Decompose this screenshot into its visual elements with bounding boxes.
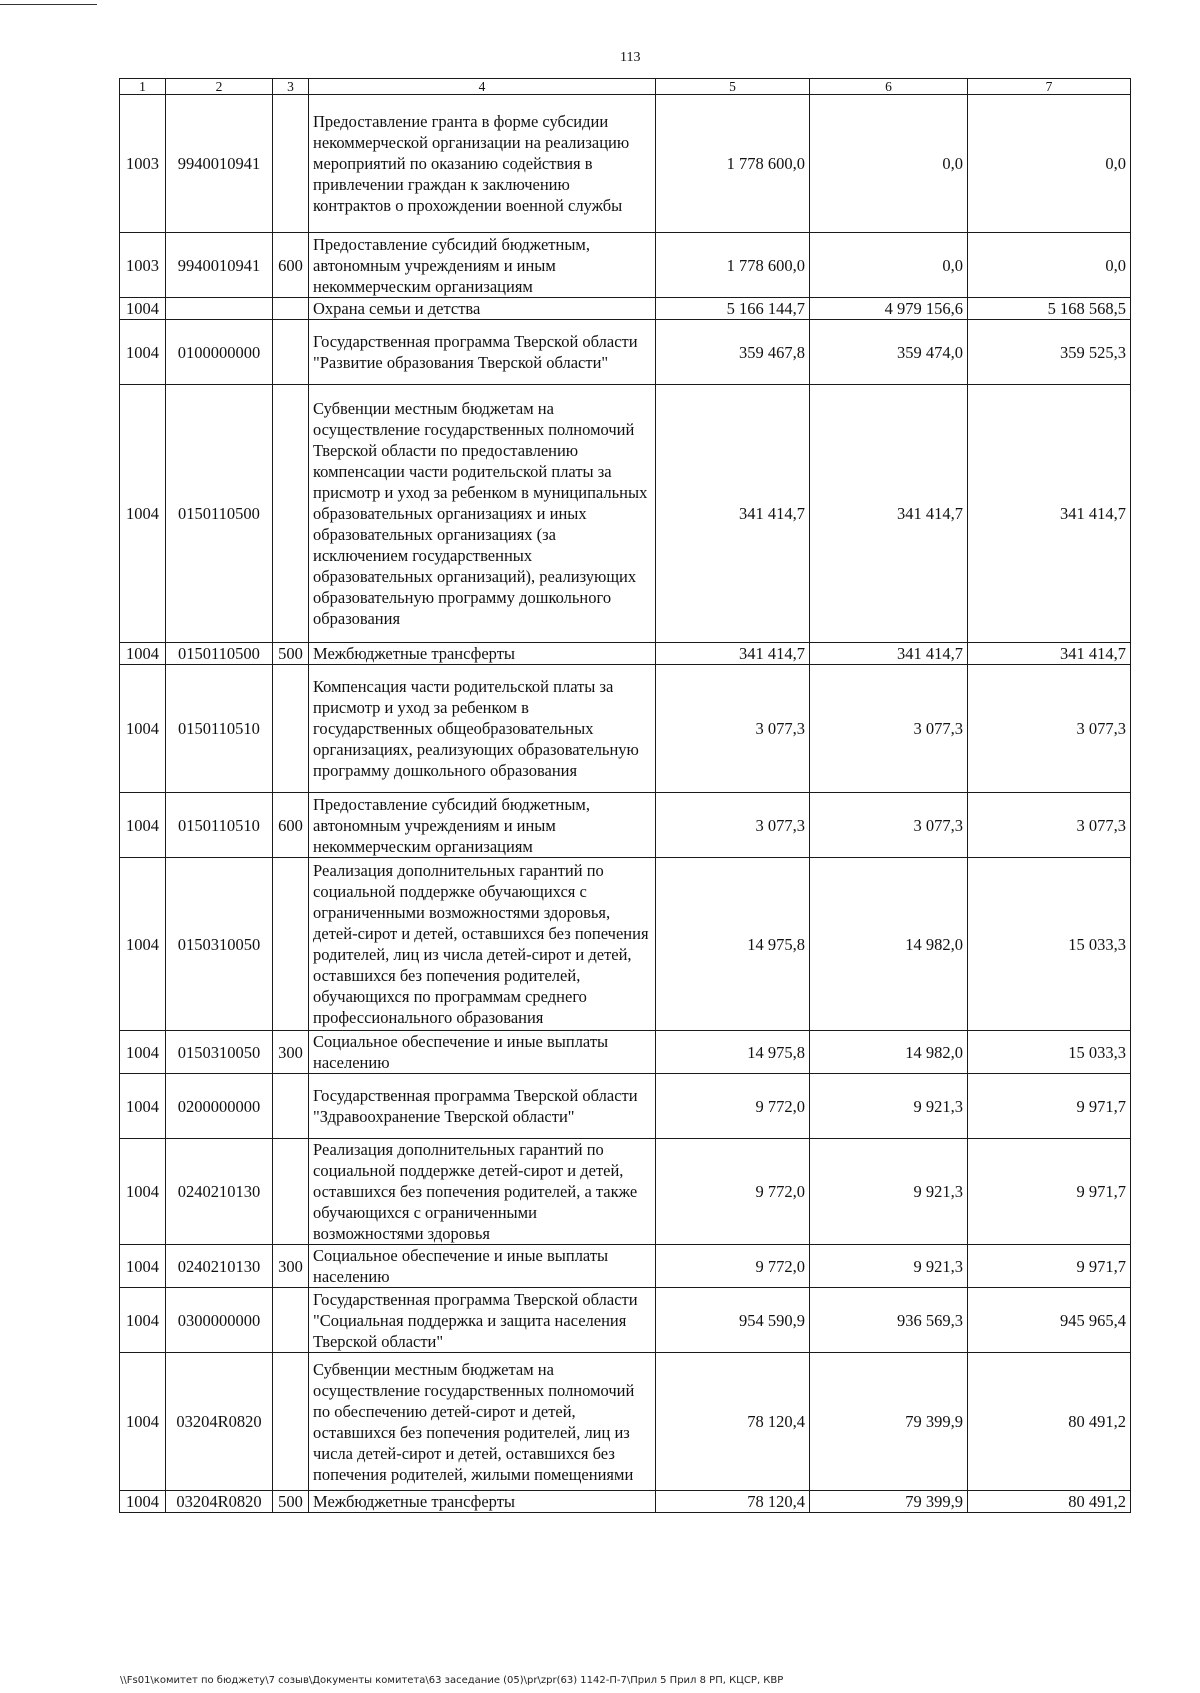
amount-col-7: 15 033,3 [968, 858, 1131, 1031]
amount-col-6: 79 399,9 [810, 1353, 968, 1491]
amount-col-6: 341 414,7 [810, 643, 968, 665]
header-cell: 1 [120, 79, 166, 95]
item-name: Реализация дополнительных гарантий по социальной поддержке обучающихся с ограниченными возможностями здоровья, детей-сирот и детей, оставшихся без попечения родителей, лиц из числа детей-сирот и детей, оставшихся без попечения родителей, обучающихся по программам среднего профессионального образования [309, 858, 656, 1031]
table-row [120, 1288, 1131, 1353]
amount-col-5: 359 467,8 [656, 320, 810, 385]
table-row [120, 233, 1131, 298]
expense-type-code [273, 95, 309, 233]
amount-col-6: 9 921,3 [810, 1139, 968, 1245]
amount-col-5: 5 166 144,7 [656, 298, 810, 320]
expense-type-code [273, 298, 309, 320]
file-path-footer: \\Fs01\комитет по бюджету\7 созыв\Документы комитета\63 заседание (05)\pr\zpr(63) 1142-П-7\Прил 5 Прил 8 РП, КЦСР, КВР [120, 1675, 784, 1686]
expense-type-code [273, 1353, 309, 1491]
amount-col-7: 341 414,7 [968, 385, 1131, 643]
amount-col-6: 9 921,3 [810, 1245, 968, 1288]
table-row [120, 643, 1131, 665]
target-article-code: 0240210130 [166, 1245, 273, 1288]
table-row [120, 1031, 1131, 1074]
table-row [120, 1491, 1131, 1513]
item-name: Государственная программа Тверской области "Здравоохранение Тверской области" [309, 1074, 656, 1139]
target-article-code: 9940010941 [166, 233, 273, 298]
expense-type-code: 500 [273, 1491, 309, 1513]
item-name: Предоставление субсидий бюджетным, автономным учреждениям и иным некоммерческим организациям [309, 793, 656, 858]
section-code: 1004 [120, 298, 166, 320]
amount-col-5: 341 414,7 [656, 385, 810, 643]
expense-type-code [273, 858, 309, 1031]
item-name: Реализация дополнительных гарантий по социальной поддержке детей-сирот и детей, оставшихся без попечения родителей, а также обучающихся с ограниченными возможностями здоровья [309, 1139, 656, 1245]
item-name: Субвенции местным бюджетам на осуществление государственных полномочий по обеспечению детей-сирот и детей, оставшихся без попечения родителей, лиц из числа детей-сирот и детей, оставшихся без попечения родителей, жилыми помещениями [309, 1353, 656, 1491]
expense-type-code [273, 1139, 309, 1245]
item-name: Социальное обеспечение и иные выплаты населению [309, 1031, 656, 1074]
amount-col-6: 0,0 [810, 233, 968, 298]
item-name: Социальное обеспечение и иные выплаты населению [309, 1245, 656, 1288]
amount-col-5: 14 975,8 [656, 1031, 810, 1074]
amount-col-6: 14 982,0 [810, 858, 968, 1031]
item-name: Компенсация части родительской платы за присмотр и уход за ребенком в государственных общеобразовательных организациях, реализующих образовательную программу дошкольного образования [309, 665, 656, 793]
item-name: Предоставление субсидий бюджетным, автономным учреждениям и иным некоммерческим организациям [309, 233, 656, 298]
expense-type-code: 300 [273, 1031, 309, 1074]
amount-col-5: 1 778 600,0 [656, 233, 810, 298]
item-name: Предоставление гранта в форме субсидии некоммерческой организации на реализацию мероприятий по оказанию содействия в привлечении граждан к заключению контрактов о прохождении военной службы [309, 95, 656, 233]
target-article-code: 0100000000 [166, 320, 273, 385]
amount-col-5: 9 772,0 [656, 1245, 810, 1288]
budget-table [119, 78, 1131, 1513]
amount-col-5: 9 772,0 [656, 1139, 810, 1245]
section-code: 1004 [120, 320, 166, 385]
section-code: 1004 [120, 1245, 166, 1288]
target-article-code: 0240210130 [166, 1139, 273, 1245]
table-row [120, 793, 1131, 858]
table-row [120, 858, 1131, 1031]
section-code: 1004 [120, 858, 166, 1031]
amount-col-6: 0,0 [810, 95, 968, 233]
header-cell: 6 [810, 79, 968, 95]
section-code: 1004 [120, 1288, 166, 1353]
amount-col-7: 15 033,3 [968, 1031, 1131, 1074]
table-row [120, 1245, 1131, 1288]
header-cell: 3 [273, 79, 309, 95]
amount-col-7: 3 077,3 [968, 665, 1131, 793]
section-code: 1003 [120, 233, 166, 298]
target-article-code [166, 298, 273, 320]
target-article-code: 03204R0820 [166, 1491, 273, 1513]
amount-col-7: 945 965,4 [968, 1288, 1131, 1353]
table-row [120, 298, 1131, 320]
item-name: Субвенции местным бюджетам на осуществление государственных полномочий Тверской области по предоставлению компенсации части родительской платы за присмотр и уход за ребенком в муниципальных образовательных организациях и иных образовательных организациях (за исключением государственных образовательных организаций), реализующих образовательную программу дошкольного образования [309, 385, 656, 643]
amount-col-5: 954 590,9 [656, 1288, 810, 1353]
item-name: Охрана семьи и детства [309, 298, 656, 320]
amount-col-5: 78 120,4 [656, 1491, 810, 1513]
amount-col-5: 3 077,3 [656, 793, 810, 858]
expense-type-code [273, 385, 309, 643]
table-row [120, 1139, 1131, 1245]
target-article-code: 0150110500 [166, 385, 273, 643]
amount-col-5: 341 414,7 [656, 643, 810, 665]
amount-col-7: 0,0 [968, 233, 1131, 298]
target-article-code: 0150110510 [166, 793, 273, 858]
amount-col-6: 4 979 156,6 [810, 298, 968, 320]
header-cell: 2 [166, 79, 273, 95]
target-article-code: 0150310050 [166, 1031, 273, 1074]
target-article-code: 03204R0820 [166, 1353, 273, 1491]
amount-col-6: 936 569,3 [810, 1288, 968, 1353]
amount-col-7: 3 077,3 [968, 793, 1131, 858]
amount-col-6: 79 399,9 [810, 1491, 968, 1513]
section-code: 1003 [120, 95, 166, 233]
header-cell: 7 [968, 79, 1131, 95]
target-article-code: 0200000000 [166, 1074, 273, 1139]
expense-type-code: 300 [273, 1245, 309, 1288]
section-code: 1004 [120, 1031, 166, 1074]
table-row [120, 1353, 1131, 1491]
target-article-code: 9940010941 [166, 95, 273, 233]
expense-type-code [273, 320, 309, 385]
amount-col-5: 1 778 600,0 [656, 95, 810, 233]
target-article-code: 0150110500 [166, 643, 273, 665]
amount-col-5: 78 120,4 [656, 1353, 810, 1491]
top-rule [0, 4, 97, 5]
amount-col-7: 9 971,7 [968, 1074, 1131, 1139]
section-code: 1004 [120, 1491, 166, 1513]
item-name: Государственная программа Тверской области "Социальная поддержка и защита населения Тверской области" [309, 1288, 656, 1353]
target-article-code: 0300000000 [166, 1288, 273, 1353]
item-name: Межбюджетные трансферты [309, 643, 656, 665]
page-number: 113 [620, 50, 641, 65]
amount-col-5: 9 772,0 [656, 1074, 810, 1139]
section-code: 1004 [120, 1139, 166, 1245]
section-code: 1004 [120, 1074, 166, 1139]
header-cell: 5 [656, 79, 810, 95]
amount-col-7: 341 414,7 [968, 643, 1131, 665]
header-cell: 4 [309, 79, 656, 95]
amount-col-6: 359 474,0 [810, 320, 968, 385]
amount-col-6: 14 982,0 [810, 1031, 968, 1074]
expense-type-code [273, 665, 309, 793]
expense-type-code: 500 [273, 643, 309, 665]
amount-col-7: 5 168 568,5 [968, 298, 1131, 320]
header-row [120, 79, 1131, 95]
section-code: 1004 [120, 1353, 166, 1491]
amount-col-6: 3 077,3 [810, 665, 968, 793]
expense-type-code: 600 [273, 233, 309, 298]
target-article-code: 0150110510 [166, 665, 273, 793]
amount-col-7: 80 491,2 [968, 1353, 1131, 1491]
section-code: 1004 [120, 385, 166, 643]
table-row [120, 1074, 1131, 1139]
table-row [120, 385, 1131, 643]
amount-col-5: 14 975,8 [656, 858, 810, 1031]
expense-type-code [273, 1074, 309, 1139]
item-name: Государственная программа Тверской области "Развитие образования Тверской области" [309, 320, 656, 385]
amount-col-6: 3 077,3 [810, 793, 968, 858]
section-code: 1004 [120, 643, 166, 665]
table-row [120, 665, 1131, 793]
amount-col-5: 3 077,3 [656, 665, 810, 793]
section-code: 1004 [120, 793, 166, 858]
amount-col-7: 9 971,7 [968, 1139, 1131, 1245]
item-name: Межбюджетные трансферты [309, 1491, 656, 1513]
amount-col-7: 9 971,7 [968, 1245, 1131, 1288]
amount-col-7: 359 525,3 [968, 320, 1131, 385]
expense-type-code [273, 1288, 309, 1353]
section-code: 1004 [120, 665, 166, 793]
target-article-code: 0150310050 [166, 858, 273, 1031]
table-row [120, 95, 1131, 233]
table-row [120, 320, 1131, 385]
amount-col-6: 9 921,3 [810, 1074, 968, 1139]
expense-type-code: 600 [273, 793, 309, 858]
amount-col-7: 0,0 [968, 95, 1131, 233]
amount-col-7: 80 491,2 [968, 1491, 1131, 1513]
amount-col-6: 341 414,7 [810, 385, 968, 643]
